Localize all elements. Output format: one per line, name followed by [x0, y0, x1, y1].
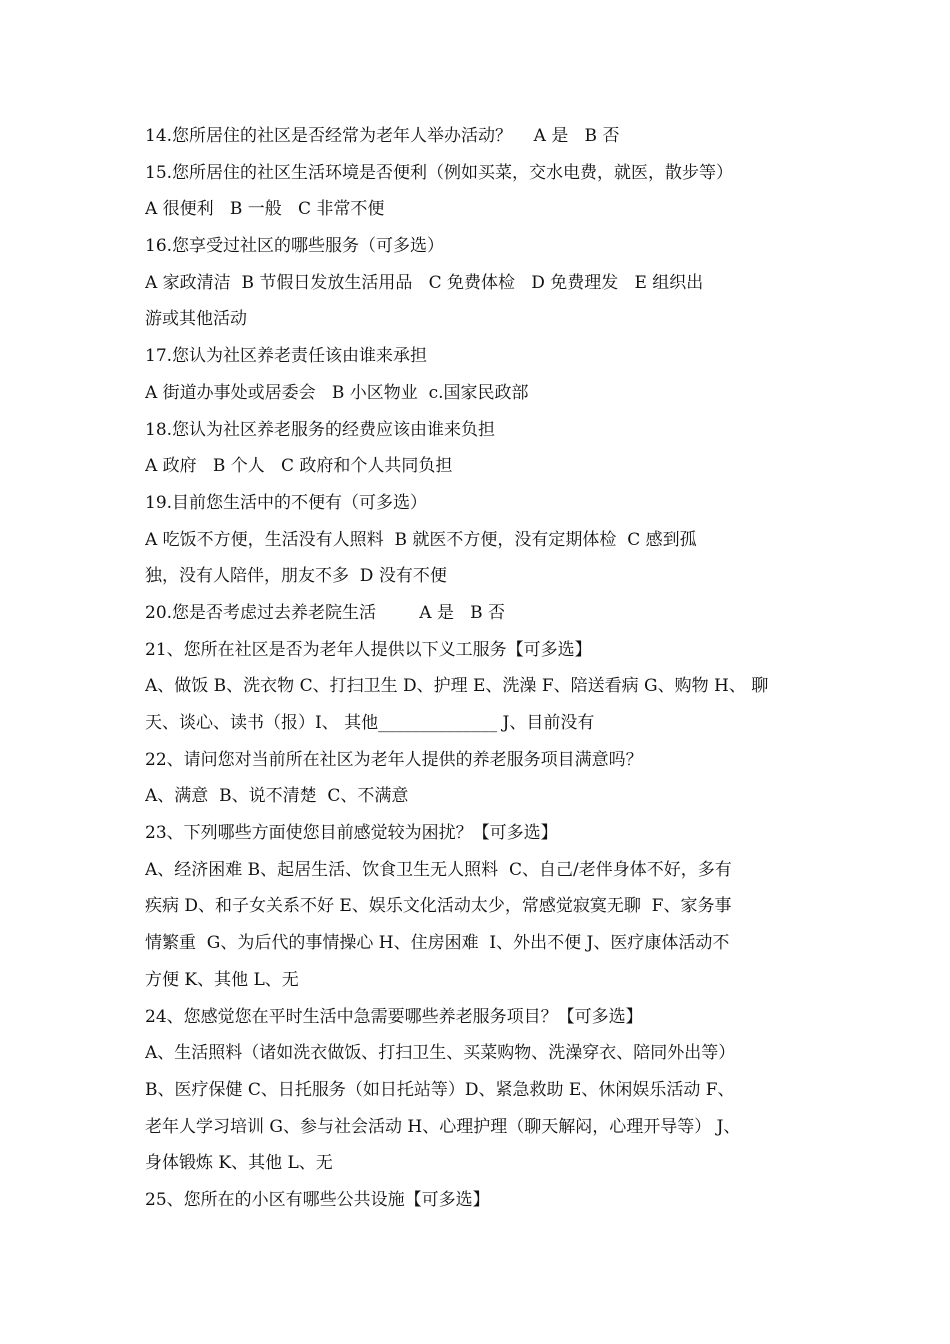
q16-line: 16.您享受过社区的哪些服务（可多选） [145, 236, 445, 257]
q15-options: A 很便利 B 一般 C 非常不便 [145, 199, 385, 220]
q21-options: A、做饭 B、洗衣物 C、打扫卫生 D、护理 E、洗澡 F、陪送看病 G、购物 H、 聊 [145, 676, 769, 697]
q20-line: 20.您是否考虑过去养老院生活 A 是 B 否 [145, 602, 506, 623]
questionnaire-text [145, 118, 815, 1219]
q19-options-continued: 独，没有人陪伴，朋友不多 D 没有不便 [145, 566, 447, 587]
q24-options-continued-3: 身体锻炼 K、其他 L、无 [145, 1153, 333, 1174]
q16-options: A 家政清洁 B 节假日发放生活用品 C 免费体检 D 免费理发 E 组织出 [145, 272, 704, 293]
q24-line: 24、您感觉您在平时生活中急需要哪些养老服务项目？【可多选】 [145, 1006, 643, 1027]
q21-options-continued: 天、谈心、读书（报）I、 其他______________ J、目前没有 [145, 713, 595, 733]
q23-line: 23、下列哪些方面使您目前感觉较为困扰？【可多选】 [145, 823, 558, 844]
q23-options-continued-2: 情繁重 G、为后代的事情操心 H、住房困难 I、外出不便 J、医疗康体活动不 [145, 933, 730, 954]
q22-options: A、满意 B、说不清楚 C、不满意 [145, 786, 409, 807]
q25-line: 25、您所在的小区有哪些公共设施【可多选】 [145, 1189, 490, 1210]
q17-options: A 街道办事处或居委会 B 小区物业 c.国家民政部 [145, 382, 529, 403]
q24-options-continued-1: B、医疗保健 C、日托服务（如日托站等）D、紧急救助 E、休闲娱乐活动 F、 [145, 1079, 735, 1100]
q14-line: 14.您所居住的社区是否经常为老年人举办活动？ A 是 B 否 [145, 126, 620, 146]
q15-line: 15.您所居住的社区生活环境是否便利（例如买菜，交水电费，就医，散步等） [145, 162, 734, 183]
q22-line: 22、请问您对当前所在社区为老年人提供的养老服务项目满意吗？ [145, 749, 643, 770]
q19-options: A 吃饭不方便，生活没有人照料 B 就医不方便，没有定期体检 C 感到孤 [145, 529, 697, 550]
q16-options-continued: 游或其他活动 [145, 309, 247, 330]
q21-line: 21、您所在社区是否为老年人提供以下义工服务【可多选】 [145, 639, 592, 660]
q18-options: A 政府 B 个人 C 政府和个人共同负担 [145, 456, 453, 477]
q23-options-continued-3: 方便 K、其他 L、无 [145, 969, 299, 990]
q19-line: 19.目前您生活中的不便有（可多选） [145, 492, 428, 513]
q23-options-continued-1: 疾病 D、和子女关系不好 E、娱乐文化活动太少，常感觉寂寞无聊 F、家务事 [145, 896, 732, 917]
q17-line: 17.您认为社区养老责任该由谁来承担 [145, 346, 428, 367]
q23-options: A、经济困难 B、起居生活、饮食卫生无人照料 C、自己/老伴身体不好，多有 [145, 859, 732, 880]
q18-line: 18.您认为社区养老服务的经费应该由谁来负担 [145, 419, 496, 440]
q24-options: A、生活照料（诸如洗衣做饭、打扫卫生、买菜购物、洗澡穿衣、陪同外出等） [145, 1043, 736, 1064]
q24-options-continued-2: 老年人学习培训 G、参与社会活动 H、心理护理（聊天解闷，心理开导等） J、 [145, 1116, 741, 1137]
